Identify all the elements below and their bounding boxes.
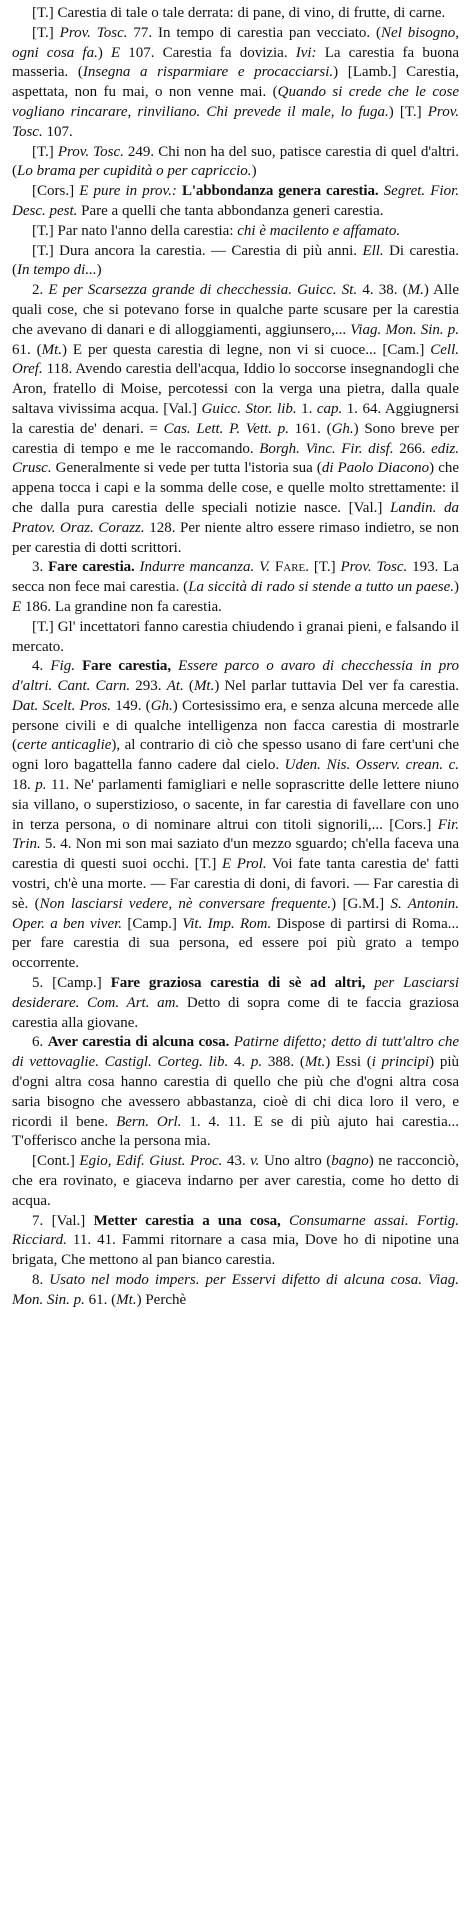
- para-carestia-derrata: [12, 4, 459, 24]
- text-segment: Prov. Tosc.: [12, 103, 459, 140]
- para-par-nato: [12, 222, 459, 242]
- para-sense-3: [12, 558, 459, 617]
- para-sense-6: [12, 1033, 459, 1152]
- text-segment: [T.]: [32, 24, 60, 41]
- text-segment: ) Nel parlar tuttavia Del ver fa carestia.: [214, 678, 460, 695]
- text-segment: Insegna a risparmiare e procacciarsi.: [82, 64, 334, 81]
- text-segment: 61. (: [12, 341, 42, 358]
- text-segment: 77. In tempo di carestia pan vecciato. (: [127, 24, 382, 41]
- text-segment: p.: [35, 777, 47, 794]
- text-segment: 11. Ne' parlamenti famigliari e nelle soprascritte delle lettere niuno sia villano, o superstizioso, o sacente, in far carestia di favellare con uno in terza persona, o di nominare altrui con titoli signorili,... [Cors.]: [12, 777, 460, 833]
- para-prov-tosc-249: [12, 143, 459, 183]
- text-segment: 107.: [42, 123, 73, 140]
- text-segment: ) [G.M.]: [331, 895, 391, 912]
- text-segment: bagno: [331, 1153, 369, 1170]
- text-segment: ): [96, 262, 102, 279]
- text-segment: 107. Carestia fa dovizia.: [120, 44, 296, 61]
- text-segment: Quando si crede che le cose vogliano rincarare, rinviliano. Chi prevede il male, lo fuga.: [12, 84, 460, 120]
- text-segment: chi è macilento e affamato.: [237, 222, 401, 239]
- text-segment: ) [T.]: [388, 103, 428, 120]
- text-segment: cap.: [316, 400, 343, 417]
- text-segment: Fare graziosa carestia di sè ad altri,: [110, 975, 366, 992]
- text-segment: 186. La grandine non fa carestia.: [21, 598, 222, 615]
- text-segment: Mt.: [304, 1054, 326, 1071]
- text-segment: ) Perchè: [136, 1291, 187, 1308]
- text-segment: La carestia fa buona masseria. (: [12, 44, 459, 81]
- text-segment: 6.: [32, 1034, 48, 1051]
- text-segment: Uno altro (: [259, 1153, 332, 1170]
- text-segment: Nel bisogno, ogni cosa fa.: [12, 24, 460, 61]
- text-segment: 193. La secca non fece mai carestia. (: [12, 559, 460, 596]
- text-segment: Pare a quelli che tanta abbondanza generi carestia.: [77, 202, 384, 219]
- text-segment: E per Scarsezza grande di checchessia. Guicc. St.: [48, 282, 358, 299]
- text-segment: ), al contrario di ciò che spesso usano di fare cert'uni che ogni loro bagattella fanno cadere dal cielo.: [12, 737, 459, 774]
- text-segment: 11. 41. Fammi ritornare a casa mia, Dove ho di nipotine una brigata, Che mettono al pan bianco carestia.: [12, 1232, 459, 1269]
- text-segment: 161. (: [288, 420, 332, 437]
- text-segment: Fig.: [50, 658, 75, 675]
- text-segment: Patirne difetto; detto di tutt'altro che di vettovaglie. Castigl. Corteg. lib.: [12, 1034, 459, 1071]
- text-segment: Vit. Imp. Rom.: [182, 915, 272, 932]
- para-sense-4: [12, 657, 459, 974]
- text-segment: S. Antonin. Oper. a ben viver.: [12, 895, 460, 932]
- text-segment: 293.: [130, 678, 167, 695]
- text-segment: Prov. Tosc.: [57, 143, 124, 160]
- text-segment: 149. (: [111, 697, 151, 714]
- text-segment: Dat. Scelt. Pros.: [12, 697, 112, 714]
- text-segment: Detto di sopra come di te faccia graziosa carestia alla giovane.: [12, 994, 459, 1031]
- text-segment: Uden. Nis. Osserv. crean. c.: [284, 757, 459, 774]
- text-segment: ediz. Crusc.: [12, 440, 460, 477]
- para-sense-8: [12, 1271, 459, 1311]
- text-segment: E Prol.: [221, 856, 267, 873]
- text-segment: ) Essi (: [325, 1054, 372, 1071]
- para-cont-egio: [12, 1152, 459, 1211]
- text-segment: Segret. Fior. Desc. pest.: [12, 183, 460, 219]
- text-segment: Di carestia. (: [12, 242, 459, 279]
- text-segment: E pure in prov.:: [79, 183, 177, 200]
- text-segment: 8.: [32, 1272, 50, 1288]
- text-segment: 18.: [12, 777, 36, 794]
- text-segment: 4.: [228, 1054, 251, 1071]
- text-segment: [Cont.]: [32, 1153, 80, 1170]
- text-segment: Indurre mancanza. V.: [139, 559, 271, 576]
- text-segment: 249. Chi non ha del suo, patisce carestia di quel d'altri. (: [12, 143, 459, 180]
- text-segment: Generalmente si vede per tutta l'istoria sua (: [51, 460, 322, 477]
- text-segment: E: [12, 598, 22, 615]
- text-segment: Cell. Oref.: [12, 341, 460, 378]
- text-segment: 2.: [32, 282, 49, 299]
- text-segment: Fir. Trin.: [12, 816, 459, 853]
- text-segment: Landin. da Pratov. Oraz. Corazz.: [12, 499, 459, 536]
- text-segment: [365, 975, 374, 991]
- text-segment: Borgh. Vinc. Fir. disf.: [259, 440, 394, 457]
- text-segment: i principi: [371, 1054, 430, 1071]
- text-segment: 4. 38. (: [357, 282, 408, 299]
- text-segment: 266.: [393, 440, 432, 457]
- para-incettatori: [12, 618, 459, 658]
- text-segment: Consumarne assai. Fortig. Ricciard.: [12, 1212, 459, 1249]
- text-segment: 1. 64. Aggiugnersi la carestia de' denari. =: [12, 400, 460, 437]
- text-segment: Essere parco o avaro di checchessia in pro d'altri. Cant. Carn.: [12, 658, 460, 695]
- text-segment: 1. 4. 11. E se di più ajuto hai carestia... T'offerisco anche la persona mia.: [12, 1113, 459, 1150]
- text-segment: ) Sono breve per carestia di tempo e me le raccomando.: [12, 420, 459, 457]
- text-segment: Prov. Tosc.: [59, 24, 128, 41]
- text-segment: ): [97, 44, 111, 61]
- text-segment: 43.: [222, 1153, 251, 1170]
- text-segment: 388. (: [262, 1054, 305, 1071]
- text-segment: Mt.: [41, 341, 63, 358]
- text-segment: Prov. Tosc.: [340, 559, 408, 576]
- text-segment: 5. [Camp.]: [32, 975, 111, 992]
- text-segment: 5. 4. Non mi son mai saziato d'un mezzo sguardo; ch'ella faceva una carestia di questi suoi occhi. [T.]: [12, 836, 459, 873]
- text-segment: Mt.: [193, 678, 215, 695]
- text-segment: L'abbondanza genera carestia.: [181, 183, 379, 200]
- text-segment: 1.: [296, 400, 317, 417]
- text-segment: [T.] Par nato l'anno della carestia:: [32, 222, 238, 239]
- text-segment: At.: [166, 678, 184, 695]
- text-segment: Aver carestia di alcuna cosa.: [47, 1034, 230, 1051]
- text-segment: [T.] Dura ancora la carestia. — Carestia di più anni.: [32, 242, 363, 259]
- text-segment: ) che appena tocca i capi e la somma delle cose, e quelle molto strettamente: il che dalla pura carestia delle speciali notizie nasce. [Val.]: [12, 460, 460, 516]
- text-segment: 3.: [32, 559, 49, 576]
- text-segment: E: [110, 44, 121, 61]
- text-segment: ) [Lamb.] Carestia, aspettata, non fu mai, o non venne mai. (: [12, 64, 460, 101]
- text-segment: ) Cortesissimo era, e senza alcuna mercede alle persone civili e di qualche intelligenza non facca carestia di mostrarle (: [12, 697, 460, 754]
- text-segment: (: [183, 678, 194, 695]
- para-sense-5: [12, 974, 459, 1033]
- text-segment: v.: [250, 1153, 260, 1170]
- text-segment: p.: [250, 1054, 263, 1071]
- text-segment: In tempo di...: [17, 262, 97, 279]
- text-segment: ): [454, 579, 459, 596]
- text-segment: Metter carestia a una cosa,: [93, 1212, 281, 1229]
- text-segment: Viag. Mon. Sin. p.: [350, 321, 459, 338]
- text-segment: ) più d'ogni altra cosa hanno carestia di quello che più che d'ogni altra cosa saria bisogno che avessero abbastanza, cioè di chi dica loro il vero, e ricordi il bene.: [12, 1054, 460, 1130]
- text-segment: Ivi:: [295, 44, 317, 61]
- text-segment: Gh.: [150, 697, 173, 714]
- para-dura-ancora: [12, 242, 459, 282]
- text-segment: ) Alle quali cose, che si potevano forse in qualche parte scusare per la carestia che avevano di danari e di alloggiamenti, aggiunsero,...: [12, 282, 459, 338]
- text-segment: M.: [407, 282, 424, 299]
- text-segment: [T.]: [32, 143, 58, 160]
- text-segment: [Cors.]: [32, 183, 80, 200]
- text-segment: Egio, Edif. Giust. Proc.: [79, 1153, 223, 1170]
- text-segment: Lo brama per cupidità o per capriccio.: [17, 163, 252, 180]
- text-segment: Fare carestia,: [82, 658, 171, 675]
- text-segment: Dispose di partirsi di Roma... per fare carestia di sua persona, ed essere poi più grato a tempo occorrente.: [12, 915, 459, 972]
- text-segment: certe anticaglie: [17, 737, 112, 754]
- text-segment: Gh.: [331, 420, 354, 437]
- text-segment: [T.] Gl' incettatori fanno carestia chiudendo i granai pieni, e falsando il mercato.: [12, 618, 459, 655]
- text-segment: Mt.: [116, 1291, 137, 1308]
- text-segment: Ell.: [362, 242, 384, 259]
- text-segment: per Lasciarsi desiderare. Com. Art. am.: [12, 975, 460, 1011]
- para-prov-tosc-77: [12, 24, 459, 143]
- para-cors-abbondanza: [12, 182, 459, 222]
- text-segment: Non lasciarsi vedere, nè conversare frequente.: [39, 895, 332, 912]
- text-segment: ) ne racconciò, che era rovinato, e giaceva indarno per aver carestia, come ho detto di acqua.: [12, 1153, 459, 1209]
- text-segment: 128. Per niente altro essere rimaso indietro, se non per carestia di dotti scrittori.: [12, 519, 459, 556]
- text-segment: La siccità di rado si stende a tutto un paese.: [188, 579, 454, 596]
- text-segment: Bern. Orl.: [116, 1113, 182, 1130]
- text-segment: 61. (: [84, 1291, 117, 1308]
- text-segment: [Camp.]: [122, 915, 183, 932]
- text-segment: Usato nel modo impers. per Esservi difetto di alcuna cosa. Viag. Mon. Sin. p.: [12, 1272, 459, 1308]
- para-sense-2: [12, 281, 459, 558]
- text-segment: Guicc. Stor. lib.: [201, 400, 297, 417]
- text-segment: di Paolo Diacono: [321, 460, 430, 477]
- text-segment: 118. Avendo carestia dell'acqua, Iddio lo soccorse insegnandogli che Aron, fratello di Moise, percotessi con la verga una pietra, dalla quale saltava vivissima acqua. [Val.]: [12, 361, 459, 417]
- text-segment: ) E per questa carestia di legne, non vi si cuoce... [Cam.]: [62, 341, 431, 358]
- text-segment: [281, 1213, 289, 1229]
- para-sense-7: [12, 1212, 459, 1271]
- text-segment: . [T.]: [305, 559, 341, 576]
- text-segment: Voi fate tanta carestia de' fatti vostri, ch'è una morte. — Far carestia di doni, di favori. — Far carestia di sè. (: [12, 856, 459, 912]
- text-segment: 7. [Val.]: [32, 1212, 94, 1229]
- text-segment: Fare carestia.: [48, 559, 135, 576]
- text-segment: [T.] Carestia di tale o tale derrata: di pane, di vino, di frutte, di carne.: [32, 5, 446, 21]
- text-segment: ): [251, 163, 257, 180]
- text-segment: Cas. Lett. P. Vett. p.: [163, 420, 289, 437]
- text-segment: 4.: [32, 658, 51, 675]
- text-segment: Fare: [274, 559, 306, 576]
